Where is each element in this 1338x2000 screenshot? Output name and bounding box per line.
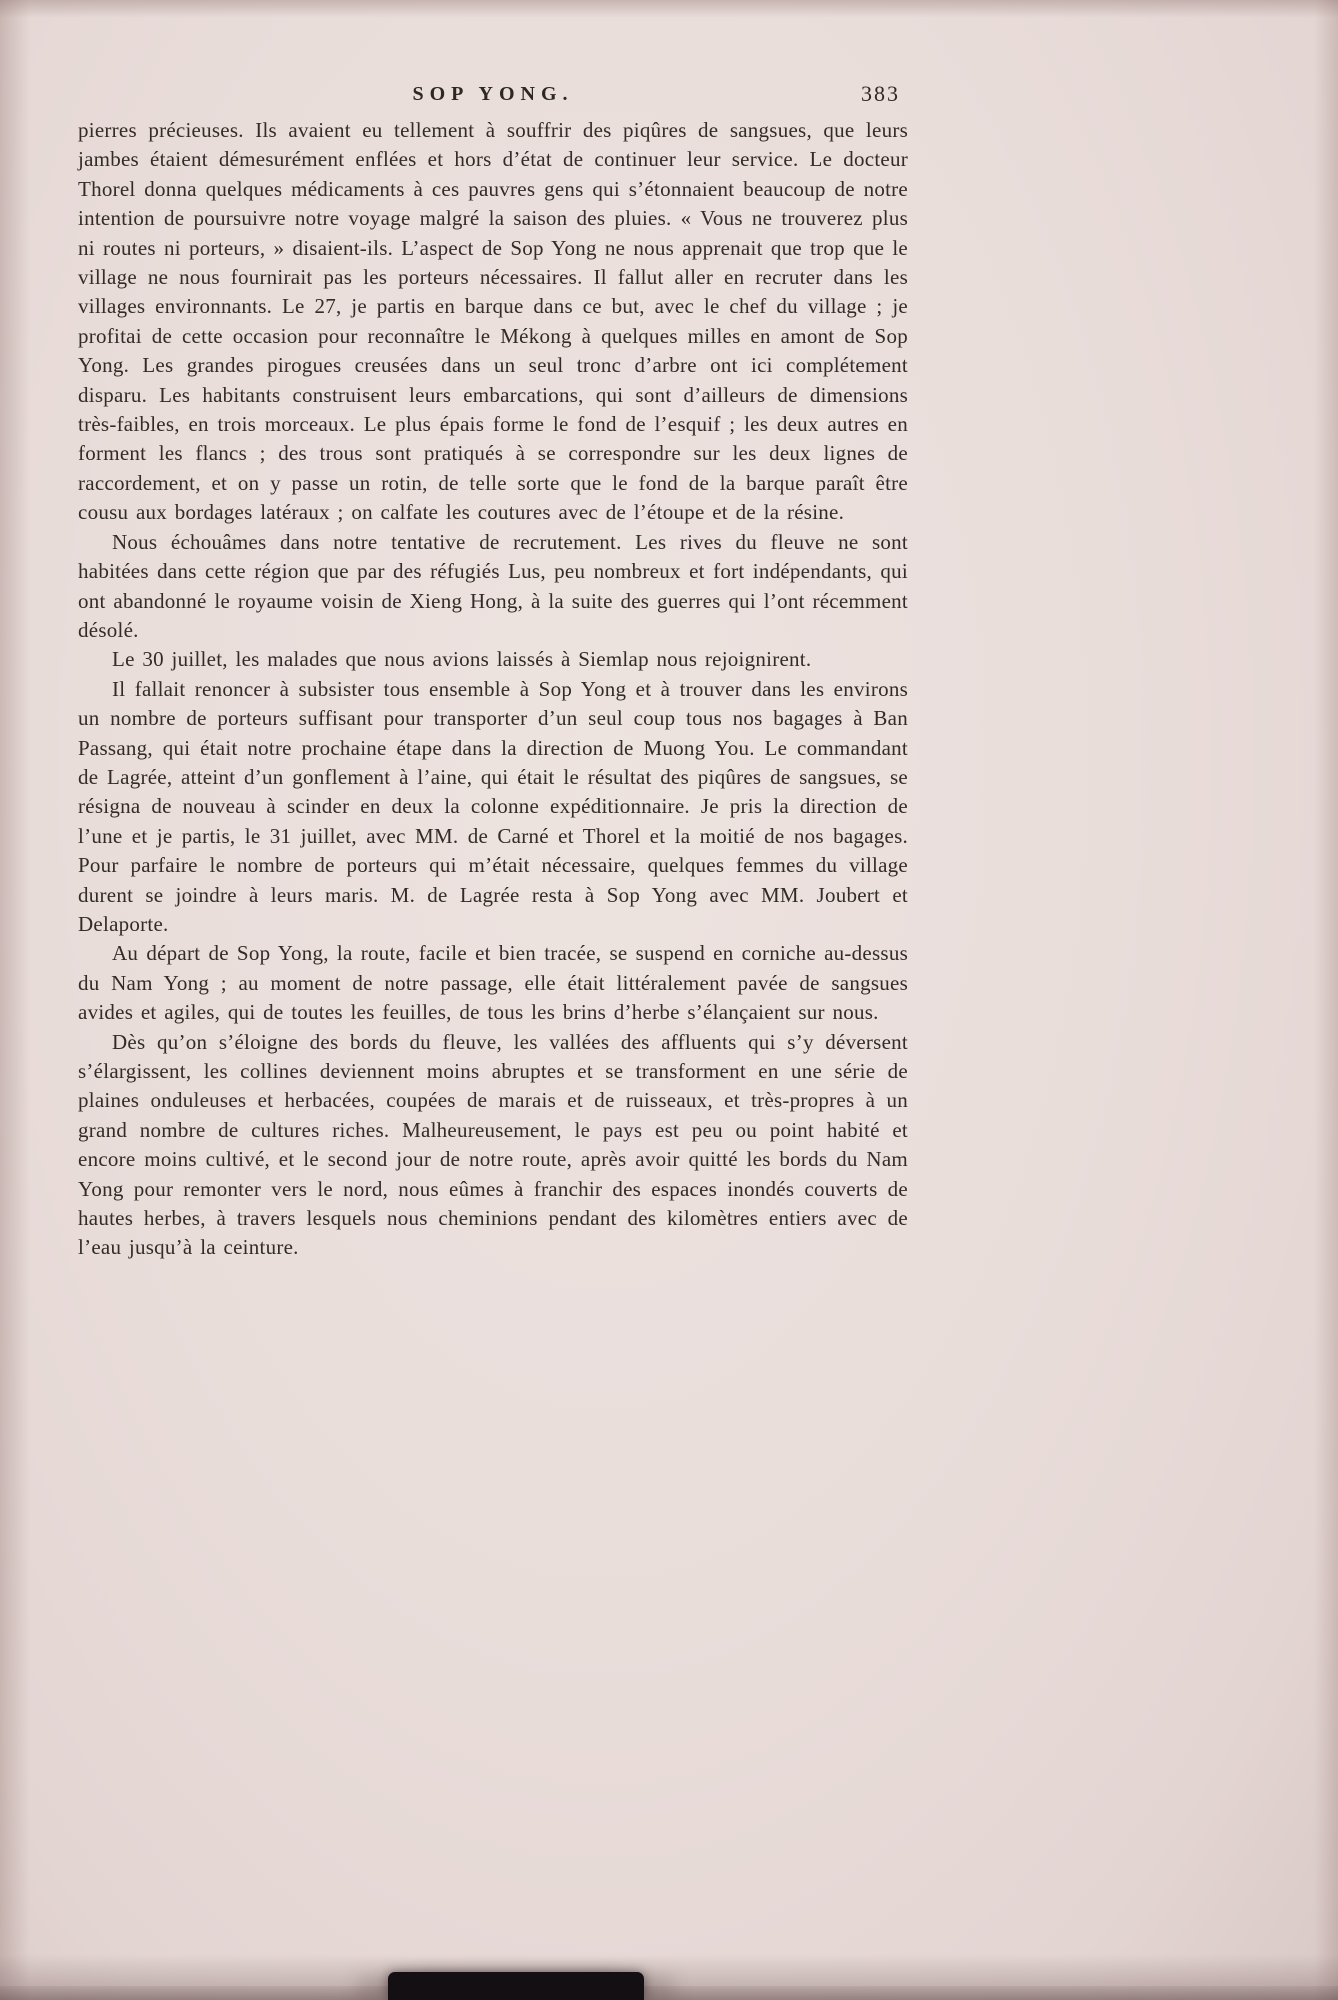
page-number: 383: [861, 81, 900, 106]
page-header: [78, 80, 908, 116]
running-title: SOP YONG.: [412, 83, 574, 105]
body-paragraph-3: Le 30 juillet, les malades que nous avions laissés à Siemlap nous rejoignirent.: [112, 647, 812, 672]
body-paragraph-5: Au départ de Sop Yong, la route, facile et bien tracée, se suspend en corniche au-dessus du Nam Yong ; au moment de notre passage, elle était littéralement pavée de sangsues avides et agiles, qui de toutes les feuilles, de tous les brins d’herbe s’élançaient sur nous.: [78, 941, 908, 1025]
scan-shadow-left: [0, 0, 30, 2000]
scan-artifact-bottom-edge: [0, 1986, 1338, 2000]
scan-artifact-bottom-bar: [388, 1972, 644, 2000]
body-paragraph-2: Nous échouâmes dans notre tentative de recrutement. Les rives du fleuve ne sont habitées dans cette région que par des réfugiés Lus, peu nombreux et fort indépendants, qui ont abandonné le royaume voisin de Xieng Hong, à la suite des guerres qui l’ont récemment désolé.: [78, 529, 908, 642]
scan-shadow-right: [1314, 0, 1338, 2000]
body-paragraph-1: pierres précieuses. Ils avaient eu tellement à souffrir des piqûres de sangsues, que leurs jambes étaient démesurément enflées et hors d’état de continuer leur service. Le docteur Thorel donna quelques médicaments à ces pauvres gens qui s’étonnaient beaucoup de notre intention de poursuivre notre voyage malgré la saison des pluies. « Vous ne trouverez plus ni routes ni porteurs, » disaient-ils. L’aspect de Sop Yong ne nous apprenait que trop que le village ne nous fournirait pas les porteurs nécessaires. Il fallut aller en recruter dans les villages environnants. Le 27, je partis en barque dans ce but, avec le chef du village ; je profitai de cette occasion pour reconnaître le Mékong à quelques milles en amont de Sop Yong. Les grandes pirogues creusées dans un seul tronc d’arbre ont ici complétement disparu. Les habitants construisent leurs embarcations, qui sont d’ailleurs de dimensions très-faibles, en trois morceaux. Le plus épais forme le fond de l’esquif ; les deux autres en forment les flancs ; des trous sont pratiqués à se correspondre sur les deux lignes de raccordement, et on y passe un rotin, de telle sorte que le fond de la barque paraît être cousu aux bordages latéraux ; on calfate les coutures avec de l’étoupe et de la résine.: [78, 118, 908, 525]
page-content: [78, 80, 908, 1263]
scan-shadow-top: [0, 0, 1338, 18]
body-paragraph-6: Dès qu’on s’éloigne des bords du fleuve, les vallées des affluents qui s’y déversent s’élargissent, les collines deviennent moins abruptes et se transforment en une série de plaines onduleuses et herbacées, coupées de marais et de ruisseaux, et très-propres à un grand nombre de cultures riches. Malheureusement, le pays est peu ou point habité et encore moins cultivé, et le second jour de notre route, après avoir quitté les bords du Nam Yong pour remonter vers le nord, nous eûmes à franchir des espaces inondés couverts de hautes herbes, à travers lesquels nous cheminions pendant des kilomètres entiers avec de l’eau jusqu’à la ceinture.: [78, 1029, 908, 1260]
body-paragraph-4: Il fallait renoncer à subsister tous ensemble à Sop Yong et à trouver dans les environs un nombre de porteurs suffisant pour transporter d’un seul coup tous nos bagages à Ban Passang, qui était notre prochaine étape dans la direction de Muong You. Le commandant de Lagrée, atteint d’un gonflement à l’aine, qui était le résultat des piqûres de sangsues, se résigna de nouveau à scinder en deux la colonne expéditionnaire. Je pris la direction de l’une et je partis, le 31 juillet, avec MM. de Carné et Thorel et la moitié de nos bagages. Pour parfaire le nombre de porteurs qui m’était nécessaire, quelques femmes du village durent se joindre à leurs maris. M. de Lagrée resta à Sop Yong avec MM. Joubert et Delaporte.: [78, 676, 908, 936]
